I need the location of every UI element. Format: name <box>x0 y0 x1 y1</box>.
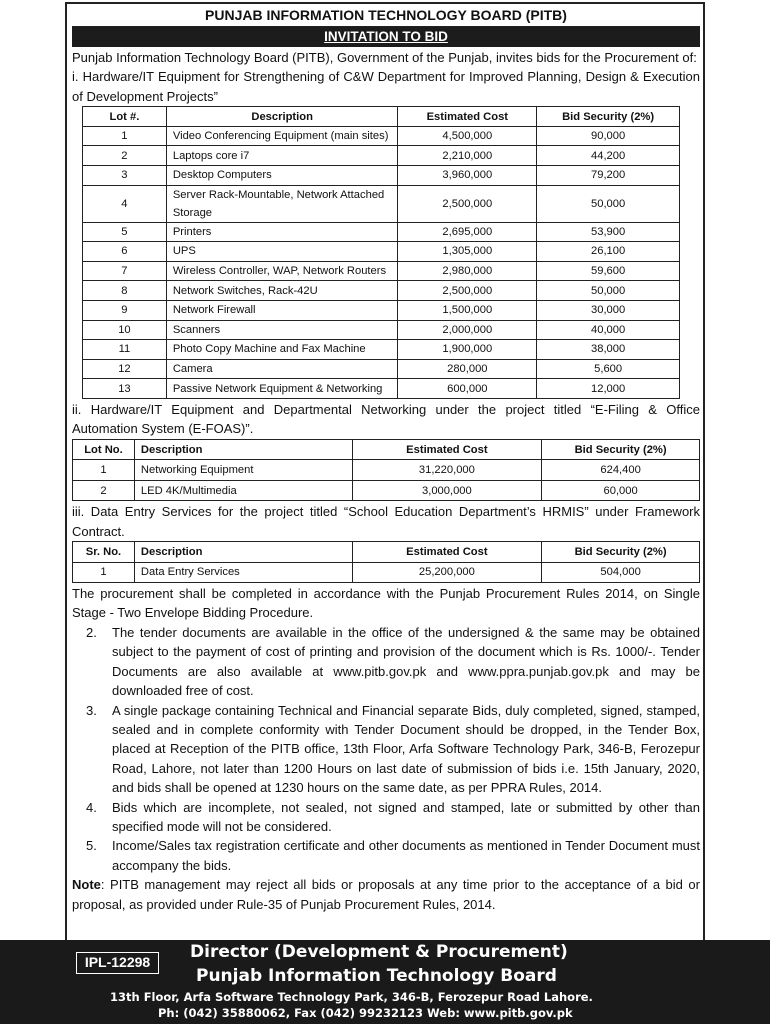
section2-table <box>72 439 700 502</box>
section1-heading: i. Hardware/IT Equipment for Strengthening of C&W Department for Improved Planning, Design & Execution of Development Projects” <box>72 69 700 104</box>
column-header: Description <box>166 107 398 127</box>
note-label: Note <box>72 877 101 893</box>
table-header-row <box>83 107 680 127</box>
table-cell: LED 4K/Multimedia <box>134 480 352 501</box>
table-cell: 1 <box>73 562 135 583</box>
table-row <box>83 359 680 379</box>
table-cell: Wireless Controller, WAP, Network Routers <box>166 261 398 281</box>
table-row <box>83 146 680 166</box>
list-item <box>72 798 700 837</box>
table-cell: 504,000 <box>542 562 700 583</box>
list-text: The tender documents are available in the office of the undersigned & the same may be obtained subject to the payment of cost of printing and provision of the document which is Rs. 1000/-. Tender Documents are also available at www.pitb.gov.pk and www.ppra.punjab.gov.pk and may be downloaded free of cost. <box>112 624 700 699</box>
list-text: Income/Sales tax registration certificate and other documents as mentioned in Tender Document must accompany the bids. <box>112 838 700 873</box>
table-cell: 3,960,000 <box>398 166 537 186</box>
table-cell: Network Firewall <box>166 300 398 320</box>
table-cell: 2,980,000 <box>398 261 537 281</box>
table-cell: 1 <box>83 126 167 146</box>
column-header: Estimated Cost <box>352 439 542 460</box>
footer-address: 13th Floor, Arfa Software Technology Park, 346-B, Ferozepur Road Lahore. <box>110 990 593 1004</box>
table-cell: Data Entry Services <box>134 562 352 583</box>
section3-heading: iii. Data Entry Services for the project titled “School Education Department’s HRMIS” under Framework Contract. <box>72 504 700 539</box>
table-cell: 40,000 <box>537 320 680 340</box>
table-cell: 2,210,000 <box>398 146 537 166</box>
page-title: PUNJAB INFORMATION TECHNOLOGY BOARD (PITB) <box>72 4 700 27</box>
table-cell: 600,000 <box>398 379 537 399</box>
ipl-number: IPL-12298 <box>76 952 159 974</box>
table-cell: 38,000 <box>537 340 680 360</box>
table-cell: 44,200 <box>537 146 680 166</box>
ad-content <box>72 4 700 914</box>
table-cell: 5 <box>83 222 167 242</box>
table-cell: 6 <box>83 242 167 262</box>
table-cell: 8 <box>83 281 167 301</box>
table-cell: 30,000 <box>537 300 680 320</box>
table-cell: Server Rack-Mountable, Network Attached Storage <box>166 185 398 222</box>
table-cell: 25,200,000 <box>352 562 542 583</box>
table-cell: 79,200 <box>537 166 680 186</box>
procurement-text: The procurement shall be completed in accordance with the Punjab Procurement Rules 2014, on Single Stage - Two Envelope Bidding Procedure. <box>72 586 700 621</box>
table-row <box>83 320 680 340</box>
table-row <box>83 281 680 301</box>
table-cell: 2,500,000 <box>398 185 537 222</box>
list-text: Bids which are incomplete, not sealed, not signed and stamped, late or submitted by other than specified mode will not be considered. <box>112 799 700 834</box>
subtitle-bar <box>72 27 700 47</box>
footer-organization: Punjab Information Technology Board <box>196 966 557 986</box>
table-cell: 12 <box>83 359 167 379</box>
table-row <box>83 261 680 281</box>
table-cell: 4 <box>83 185 167 222</box>
table-cell: 9 <box>83 300 167 320</box>
table-cell: 50,000 <box>537 185 680 222</box>
column-header: Description <box>134 439 352 460</box>
list-item <box>72 623 700 701</box>
table-cell: 624,400 <box>542 460 700 481</box>
table-cell: 4,500,000 <box>398 126 537 146</box>
terms-list <box>72 623 700 875</box>
table-row <box>83 222 680 242</box>
table-cell: 2 <box>83 146 167 166</box>
column-header: Sr. No. <box>73 542 135 563</box>
column-header: Lot No. <box>73 439 135 460</box>
note-text: : PITB management may reject all bids or proposals at any time prior to the acceptance of a bid or proposal, as provided under Rule-35 of Punjab Procurement Rules, 2014. <box>72 877 700 912</box>
table-cell: Passive Network Equipment & Networking <box>166 379 398 399</box>
table-cell: UPS <box>166 242 398 262</box>
table-cell: 12,000 <box>537 379 680 399</box>
subtitle: INVITATION TO BID <box>324 29 448 44</box>
section1-table <box>82 106 680 399</box>
column-header: Description <box>134 542 352 563</box>
table-cell: 50,000 <box>537 281 680 301</box>
list-number: 2. <box>86 624 97 640</box>
table-cell: 3 <box>83 166 167 186</box>
table-cell: 11 <box>83 340 167 360</box>
table-cell: Camera <box>166 359 398 379</box>
column-header: Estimated Cost <box>398 107 537 127</box>
table-cell: 31,220,000 <box>352 460 542 481</box>
table-row <box>73 480 700 501</box>
table-cell: 2,000,000 <box>398 320 537 340</box>
table-cell: 2,695,000 <box>398 222 537 242</box>
footer-bar <box>0 940 770 1024</box>
table-cell: 59,600 <box>537 261 680 281</box>
intro-text: Punjab Information Technology Board (PITB), Government of the Punjab, invites bids for the Procurement of: <box>72 50 697 65</box>
table-cell: 1,500,000 <box>398 300 537 320</box>
table-cell: 13 <box>83 379 167 399</box>
section3-table <box>72 541 700 583</box>
table-cell: 60,000 <box>542 480 700 501</box>
table-cell: 26,100 <box>537 242 680 262</box>
table-cell: 2 <box>73 480 135 501</box>
table-cell: 7 <box>83 261 167 281</box>
table-cell: 90,000 <box>537 126 680 146</box>
table-cell: 2,500,000 <box>398 281 537 301</box>
table-cell: Network Switches, Rack-42U <box>166 281 398 301</box>
table-cell: 1 <box>73 460 135 481</box>
section2-heading: ii. Hardware/IT Equipment and Departmental Networking under the project titled “E-Filing & Office Automation System (E-FOAS)”. <box>72 401 700 437</box>
table-cell: Networking Equipment <box>134 460 352 481</box>
list-text: A single package containing Technical and Financial separate Bids, duly completed, signed, stamped, sealed and in complete conformity with Tender Document should be dropped, in the Tender Box, placed at Reception of the PITB office, 13th Floor, Arfa Software Technology Park, 346-B, Ferozepur Road, Lahore, not later than 1200 Hours on last date of submission of bids i.e. 15th January, 2020, and bids shall be opened at 1230 hours on the same date, as per PPRA Rules, 2014. <box>112 702 700 796</box>
table-cell: Scanners <box>166 320 398 340</box>
table-cell: Laptops core i7 <box>166 146 398 166</box>
list-number: 4. <box>86 799 97 815</box>
list-number: 3. <box>86 702 97 718</box>
table-cell: Printers <box>166 222 398 242</box>
table-row <box>73 460 700 481</box>
column-header: Lot #. <box>83 107 167 127</box>
column-header: Bid Security (2%) <box>537 107 680 127</box>
table-cell: Photo Copy Machine and Fax Machine <box>166 340 398 360</box>
table-cell: 3,000,000 <box>352 480 542 501</box>
table-cell: 1,900,000 <box>398 340 537 360</box>
list-number: 5. <box>86 838 97 854</box>
table-cell: Desktop Computers <box>166 166 398 186</box>
table-row <box>83 379 680 399</box>
table-row <box>83 242 680 262</box>
table-cell: 5,600 <box>537 359 680 379</box>
column-header: Bid Security (2%) <box>542 439 700 460</box>
column-header: Bid Security (2%) <box>542 542 700 563</box>
table-row <box>83 185 680 222</box>
list-item <box>72 836 700 875</box>
list-item <box>72 701 700 798</box>
table-cell: Video Conferencing Equipment (main sites) <box>166 126 398 146</box>
table-cell: 10 <box>83 320 167 340</box>
column-header: Estimated Cost <box>352 542 542 563</box>
table-row <box>83 126 680 146</box>
footer-designation: Director (Development & Procurement) <box>190 942 568 962</box>
table-row <box>83 300 680 320</box>
table-cell: 53,900 <box>537 222 680 242</box>
table-row <box>83 340 680 360</box>
footer-contact: Ph: (042) 35880062, Fax (042) 99232123 Web: www.pitb.gov.pk <box>158 1006 573 1020</box>
table-row <box>83 166 680 186</box>
table-cell: 1,305,000 <box>398 242 537 262</box>
table-cell: 280,000 <box>398 359 537 379</box>
note <box>72 875 700 914</box>
table-header-row <box>73 439 700 460</box>
table-header-row <box>73 542 700 563</box>
table-row <box>73 562 700 583</box>
